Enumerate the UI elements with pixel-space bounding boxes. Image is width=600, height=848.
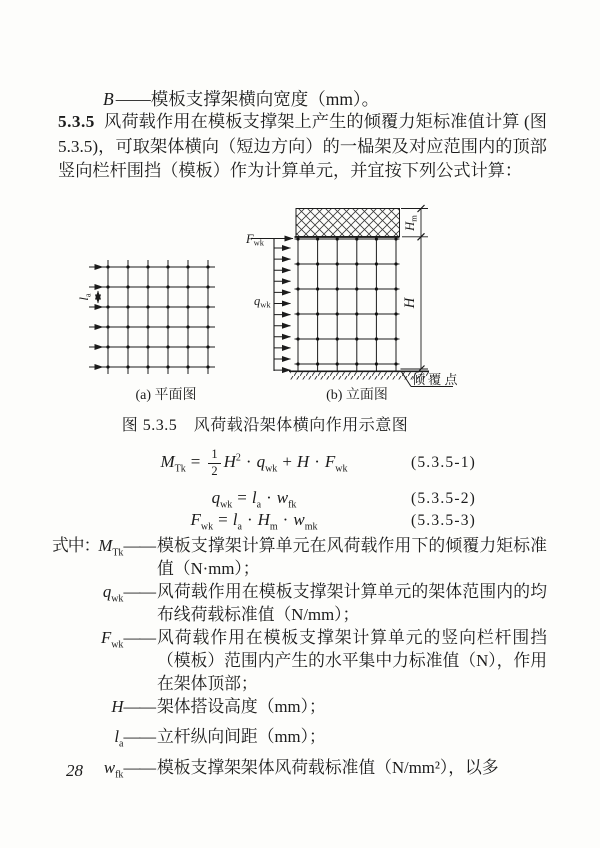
label-tipping-point: 倾 覆 点 [412, 372, 458, 387]
label-qwk: qwk [254, 294, 271, 310]
equation-formula: $q_{wk} = l_a \cdot w_{fk}$ [211, 487, 297, 511]
plan-caption: (a) 平面图 [135, 388, 197, 403]
defs-prefix: 式中： [52, 536, 100, 555]
equation-number: (5.3.5-3) [411, 512, 477, 529]
section-number: 5.3.5 [58, 112, 95, 131]
equation-5-3-5-2 [58, 488, 545, 510]
definition-row-wfk: $w_{fk}——$ 模板支撑架架体风荷载标准值（N/mm²），以多 [103, 757, 499, 781]
symbol-B: B [103, 89, 114, 109]
figure-caption: 图 5.3.5 风荷载沿架体横向作用示意图 [121, 417, 409, 434]
equation-5-3-5-1 [58, 446, 545, 480]
symbol-definition-B [103, 86, 379, 111]
section-paragraph-5-3-5 [58, 110, 547, 184]
symbol-B-text: ——模板支撑架横向宽度（mm）。 [115, 89, 380, 109]
figure-geometry [89, 205, 453, 387]
label-Fwk: Fwk [246, 232, 265, 248]
label-Hm: Hm [403, 215, 419, 231]
definition-row-MTk: 式中： $M_{Tk}——$ 模板支撑架计算单元在风荷载作用下的倾覆力矩标准值（N·mm）； [52, 536, 547, 578]
definition-row-H: H—— 架体搭设高度（mm）； [111, 697, 326, 716]
label-H: H [402, 297, 418, 309]
page-number: 28 [66, 761, 83, 780]
equation-number: (5.3.5-1) [411, 454, 477, 471]
equation-formula: $M_{Tk}$ = $\frac{1}{2}$ $H^2 \cdot q_{wk} + H \cdot F_{wk}$ [160, 446, 348, 478]
fraction-one-half: $\frac{1}{2}$ [208, 448, 220, 479]
equation-formula: $F_{wk} = l_a \cdot H_m \cdot w_{mk}$ [190, 509, 318, 533]
section-text: 风荷载作用在模板支撑架上产生的倾覆力矩标准值计算 (图 5.3.5)，可取架体横向（短边方向）的一榀架及对应范围内的顶部竖向栏杆围挡（模板）作为计算单元，并宜按下列公式计算： [58, 112, 547, 181]
elev-caption: (b) 立面图 [326, 388, 388, 403]
equation-5-3-5-3 [58, 510, 545, 532]
equation-number: (5.3.5-2) [411, 490, 477, 507]
label-la: la [77, 293, 93, 301]
definition-row-Fwk: $F_{wk}——$ 风荷载作用在模板支撑架计算单元的竖向栏杆围挡（模板）范围内产生的水平集中力标准值（N），作用在架体顶部； [100, 628, 547, 693]
definition-row-qwk: $q_{wk}——$ 风荷载作用在模板支撑架计算单元的架体范围内的均布线荷载标准值（N/mm）； [102, 582, 547, 624]
symbol-definition-list [52, 534, 547, 786]
figure-5-3-5-diagram [0, 198, 600, 410]
definition-row-la: $l_a——$ 立杆纵向间距（mm）； [114, 727, 326, 750]
